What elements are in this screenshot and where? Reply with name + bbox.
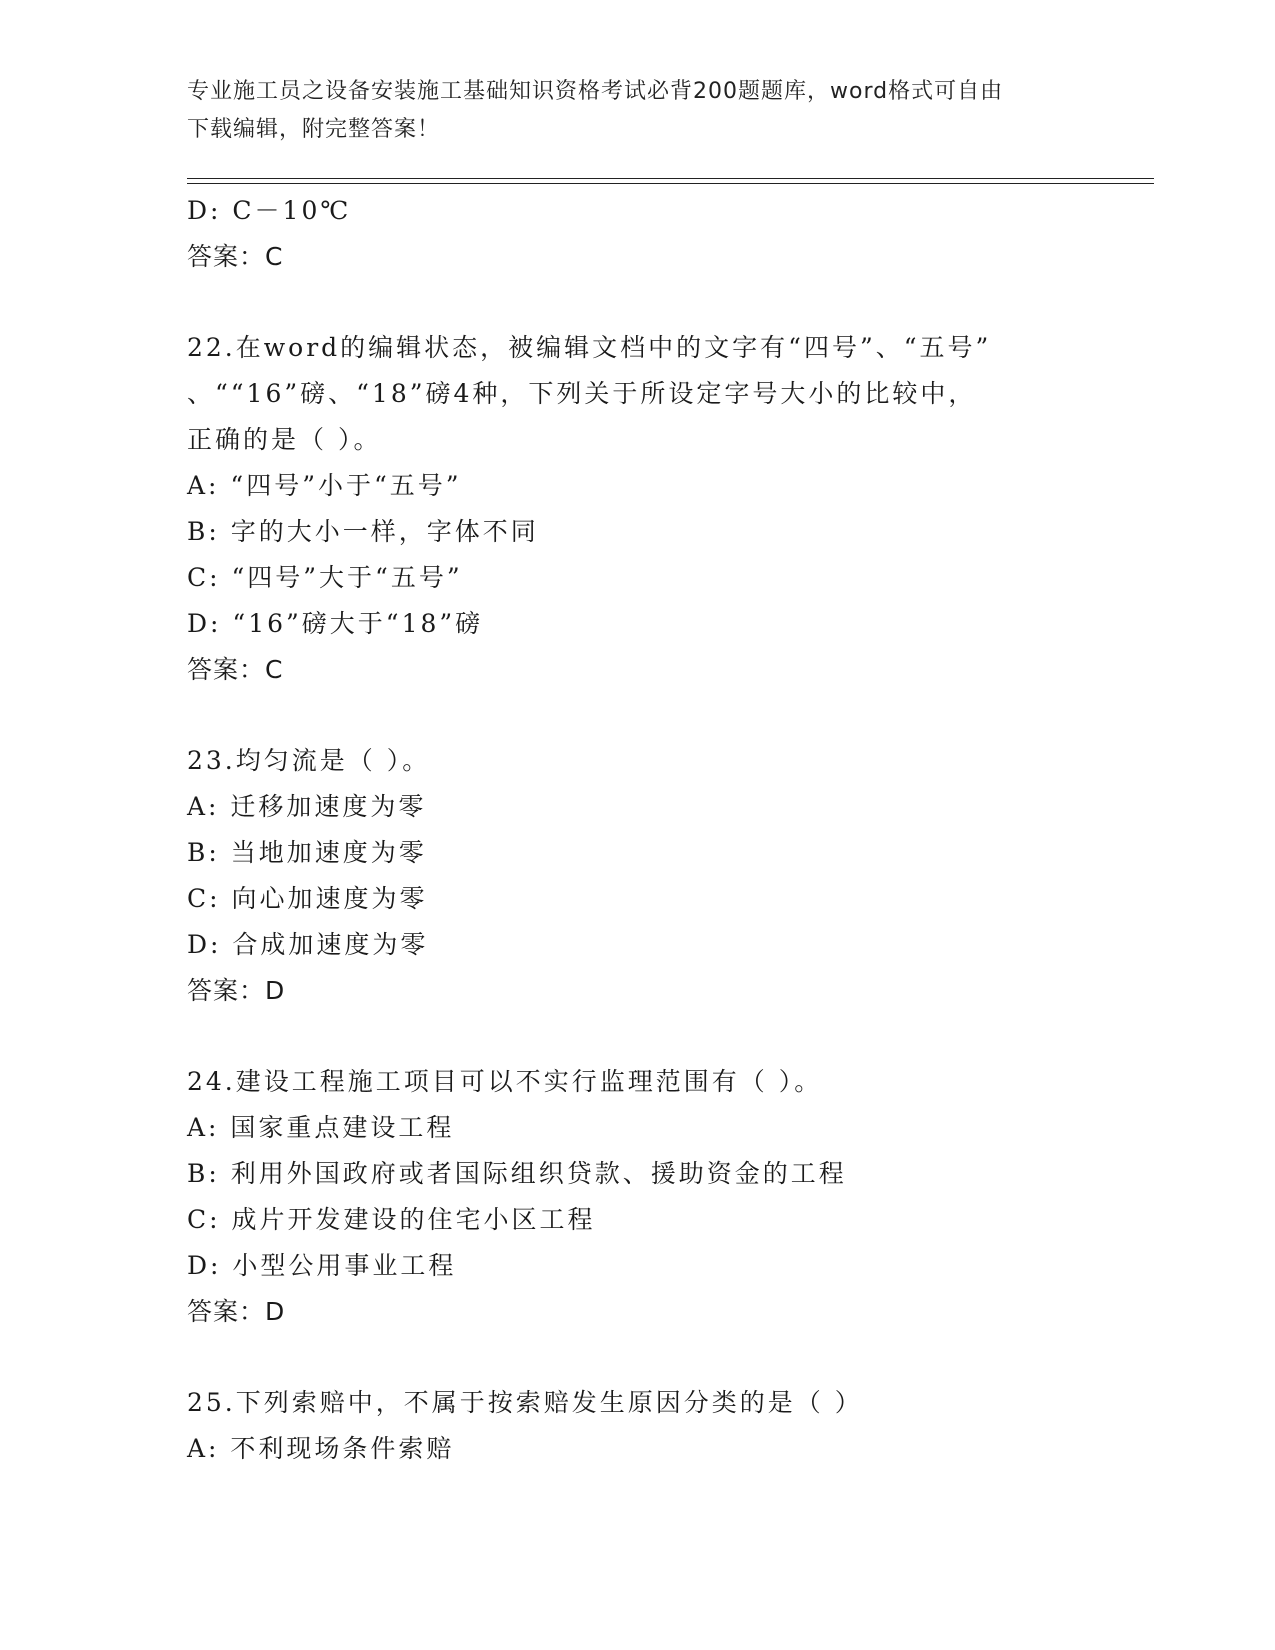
spacer: [187, 280, 1147, 325]
header-divider-bottom: [187, 183, 1154, 184]
q22-stem-line-1: 22.在word的编辑状态，被编辑文档中的文字有“四号”、“五号”: [187, 333, 992, 362]
question-24: [187, 1059, 1147, 1335]
spacer: [187, 1335, 1147, 1380]
question-22: [187, 325, 1147, 693]
header-title-line-1: 专业施工员之设备安装施工基础知识资格考试必背200题题库，word格式可自由: [187, 79, 1004, 104]
q24-option-d: D: 小型公用事业工程: [187, 1251, 457, 1280]
header-divider-top: [187, 178, 1154, 179]
q24-answer: 答案：D: [187, 1297, 286, 1326]
q22-option-d: D: “16”磅大于“18”磅: [187, 609, 484, 638]
q25-stem: 25.下列索赔中，不属于按索赔发生原因分类的是（ ）: [187, 1388, 863, 1417]
question-23: [187, 738, 1147, 1014]
question-list: [187, 188, 1147, 1472]
q23-option-d: D: 合成加速度为零: [187, 930, 429, 959]
document-header: [187, 73, 1087, 149]
q24-option-c: C: 成片开发建设的住宅小区工程: [187, 1205, 596, 1234]
q22-stem-line-2: 、““16”磅、“18”磅4种，下列关于所设定字号大小的比较中，: [187, 379, 977, 408]
q21-answer: 答案：C: [187, 242, 284, 271]
q23-option-a: A: 迁移加速度为零: [187, 792, 427, 821]
q24-stem: 24.建设工程施工项目可以不实行监理范围有（ ）。: [187, 1067, 823, 1096]
q24-option-a: A: 国家重点建设工程: [187, 1113, 455, 1142]
q21-option-d: D: C－10℃: [187, 196, 352, 225]
q22-answer: 答案：C: [187, 655, 284, 684]
q23-stem: 23.均匀流是（ ）。: [187, 746, 431, 775]
q23-answer: 答案：D: [187, 976, 286, 1005]
q25-option-a: A: 不利现场条件索赔: [187, 1434, 455, 1463]
spacer: [187, 1014, 1147, 1059]
q23-option-b: B: 当地加速度为零: [187, 838, 427, 867]
question-21-tail: [187, 188, 1147, 280]
header-title-line-2: 下载编辑，附完整答案！: [187, 117, 441, 142]
q24-option-b: B: 利用外国政府或者国际组织贷款、援助资金的工程: [187, 1159, 847, 1188]
spacer: [187, 693, 1147, 738]
q22-option-b: B: 字的大小一样，字体不同: [187, 517, 539, 546]
q23-option-c: C: 向心加速度为零: [187, 884, 428, 913]
q22-option-a: A: “四号”小于“五号”: [187, 471, 462, 500]
q22-option-c: C: “四号”大于“五号”: [187, 563, 463, 592]
question-25: [187, 1380, 1147, 1472]
q22-stem-line-3: 正确的是（ ）。: [187, 425, 382, 454]
